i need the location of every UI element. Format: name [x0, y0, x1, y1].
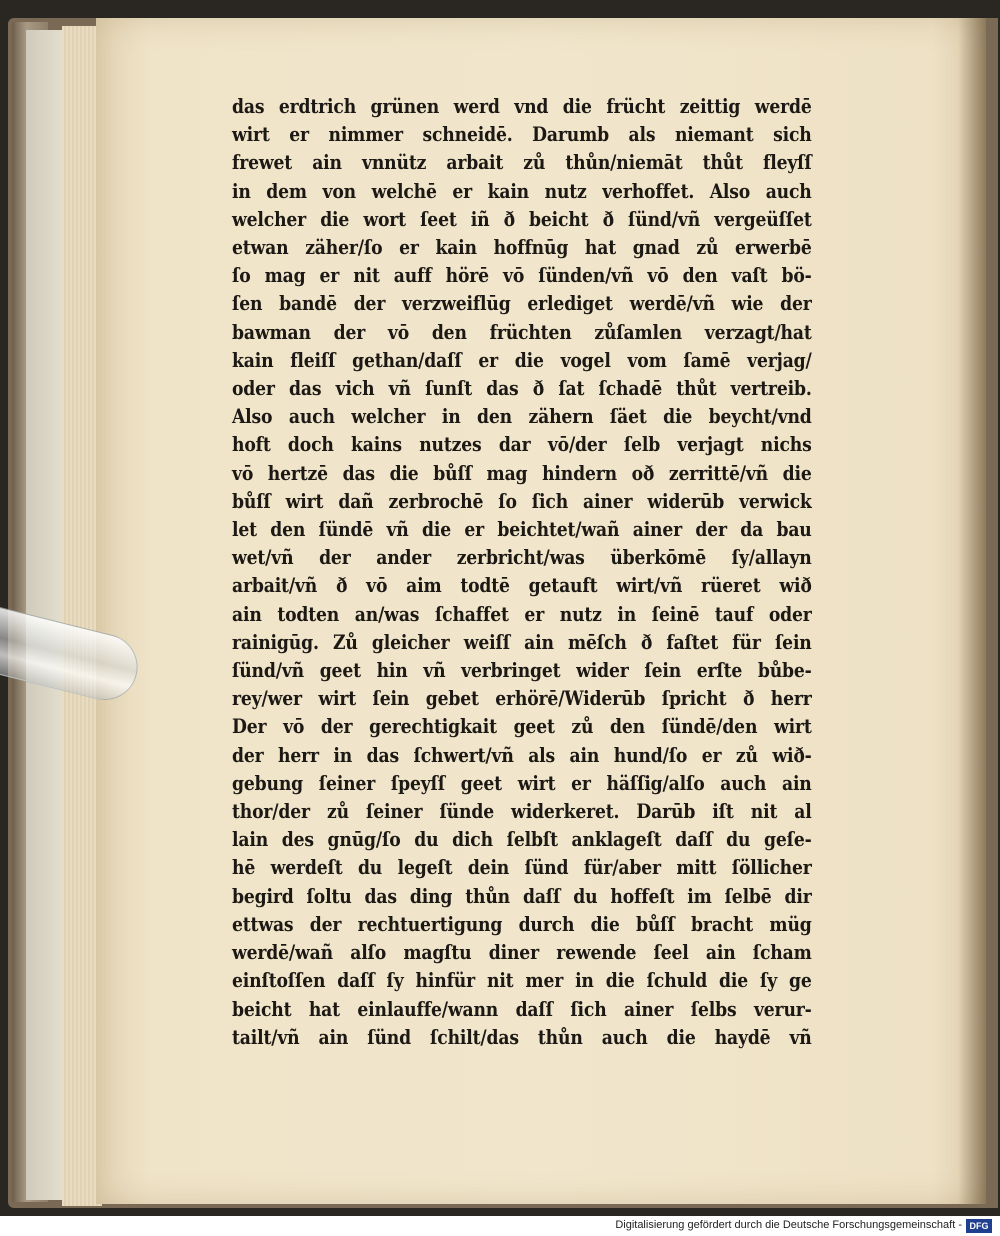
text-line: ſen bandē der verzweiflūg erlediget werdē/vñ wie der — [232, 291, 812, 316]
dfg-logo-icon: DFG — [966, 1219, 992, 1233]
text-line: gebung ſeiner ſpeyſſ geet wirt er häſſig/alſo auch ain — [232, 770, 812, 795]
text-line: der herr in das ſchwert/vñ als ain hund/ſo er zů wið- — [232, 742, 812, 767]
text-line: arbait/vñ ð vō aim todtē getauft wirt/vñ rüeret wið — [232, 573, 812, 598]
text-line: in dem von welchē er kain nutz verhoffet. Also auch — [232, 178, 812, 203]
text-line: beicht hat einlauffe/wann daſſ ſich ainer ſelbs verur- — [232, 996, 812, 1021]
text-line: ſünd/vñ geet hin vñ verbringet wider ſein erſte bůbe- — [232, 658, 812, 683]
funding-credit: Digitalisierung gefördert durch die Deutsche Forschungsgemeinschaft - — [615, 1219, 962, 1231]
text-line: werdē/wañ alſo magſtu diner rewende ſeel ain ſcham — [232, 940, 812, 965]
text-line: ettwas der rechtuertigung durch die bůſſ bracht müg — [232, 911, 812, 936]
text-line: bawman der vō den früchten zůſamlen verzagt/hat — [232, 319, 812, 344]
text-line: wet/vñ der ander zerbricht/was überkōmē ſy/allayn — [232, 545, 812, 570]
text-line: ain todten an/was ſchaffet er nutz in ſeinē tauf oder — [232, 601, 812, 626]
text-line: let den ſündē vñ die er beichtet/wañ ainer der da bau — [232, 517, 812, 542]
text-line: oder das vich vñ ſunſt das ð ſat ſchadē thůt vertreib. — [232, 376, 812, 401]
text-line: das erdtrich grünen werd vnd die frücht zeittig werdē — [232, 94, 812, 118]
text-line: vō hertzē das die bůſſ mag hindern oð zerrittē/vñ die — [232, 460, 812, 485]
text-line: welcher die wort ſeet iñ ð beicht ð ſünd/vñ vergeüſſet — [232, 206, 812, 231]
text-line: thor/der zů ſeiner ſünde widerkeret. Darūb iſt nit al — [232, 799, 812, 824]
text-line: rey/wer wirt ſein gebet erhörē/Widerūb ſpricht ð herr — [232, 686, 812, 711]
gutter-shadow — [958, 18, 986, 1204]
text-line: wirt er nimmer schneidē. Darumb als niemant sich — [232, 122, 812, 147]
text-line: tailt/vñ ain ſünd ſchilt/das thůn auch die haydē vñ — [232, 1024, 812, 1049]
text-line: etwan zäher/ſo er kain hoffnūg hat gnad zů erwerbē — [232, 235, 812, 260]
footer-bar — [0, 1216, 1000, 1236]
text-line: begird ſoltu das ding thůn daſſ du hoffeſt im ſelbē dir — [232, 883, 812, 908]
text-line: Der vō der gerechtigkait geet zů den ſündē/den wirt — [232, 714, 812, 739]
text-line: bůſſ wirt dañ zerbrochē ſo ſich ainer widerūb verwick — [232, 488, 812, 513]
text-line: kain fleiſſ gethan/daſſ er die vogel vom ſamē verjag/ — [232, 347, 812, 372]
text-line: ſo mag er nit auff hörē vō ſünden/vñ vō den vaſt bö- — [232, 263, 812, 288]
text-line: Also auch welcher in den zähern ſäet die beycht/vnd — [232, 404, 812, 429]
text-line: rainigūg. Zů gleicher weiſſ ain mēſch ð faſtet für ſein — [232, 629, 812, 654]
text-line: frewet ain vnnütz arbait zů thůn/niemāt thůt fleyſſ — [232, 150, 812, 175]
text-line: hē werdeſt du legeſt dein ſünd für/aber mitt ſöllicher — [232, 855, 812, 880]
text-line: hoft doch kains nutzes dar vō/der ſelb verjagt nichs — [232, 432, 812, 457]
text-line: einſtoſſen daſſ ſy hinfür nit mer in die ſchuld die ſy ge — [232, 968, 812, 993]
page-text-block — [232, 92, 812, 1051]
text-line: lain des gnūg/ſo du dich ſelbſt anklageſt daſſ du geſe- — [232, 827, 812, 852]
